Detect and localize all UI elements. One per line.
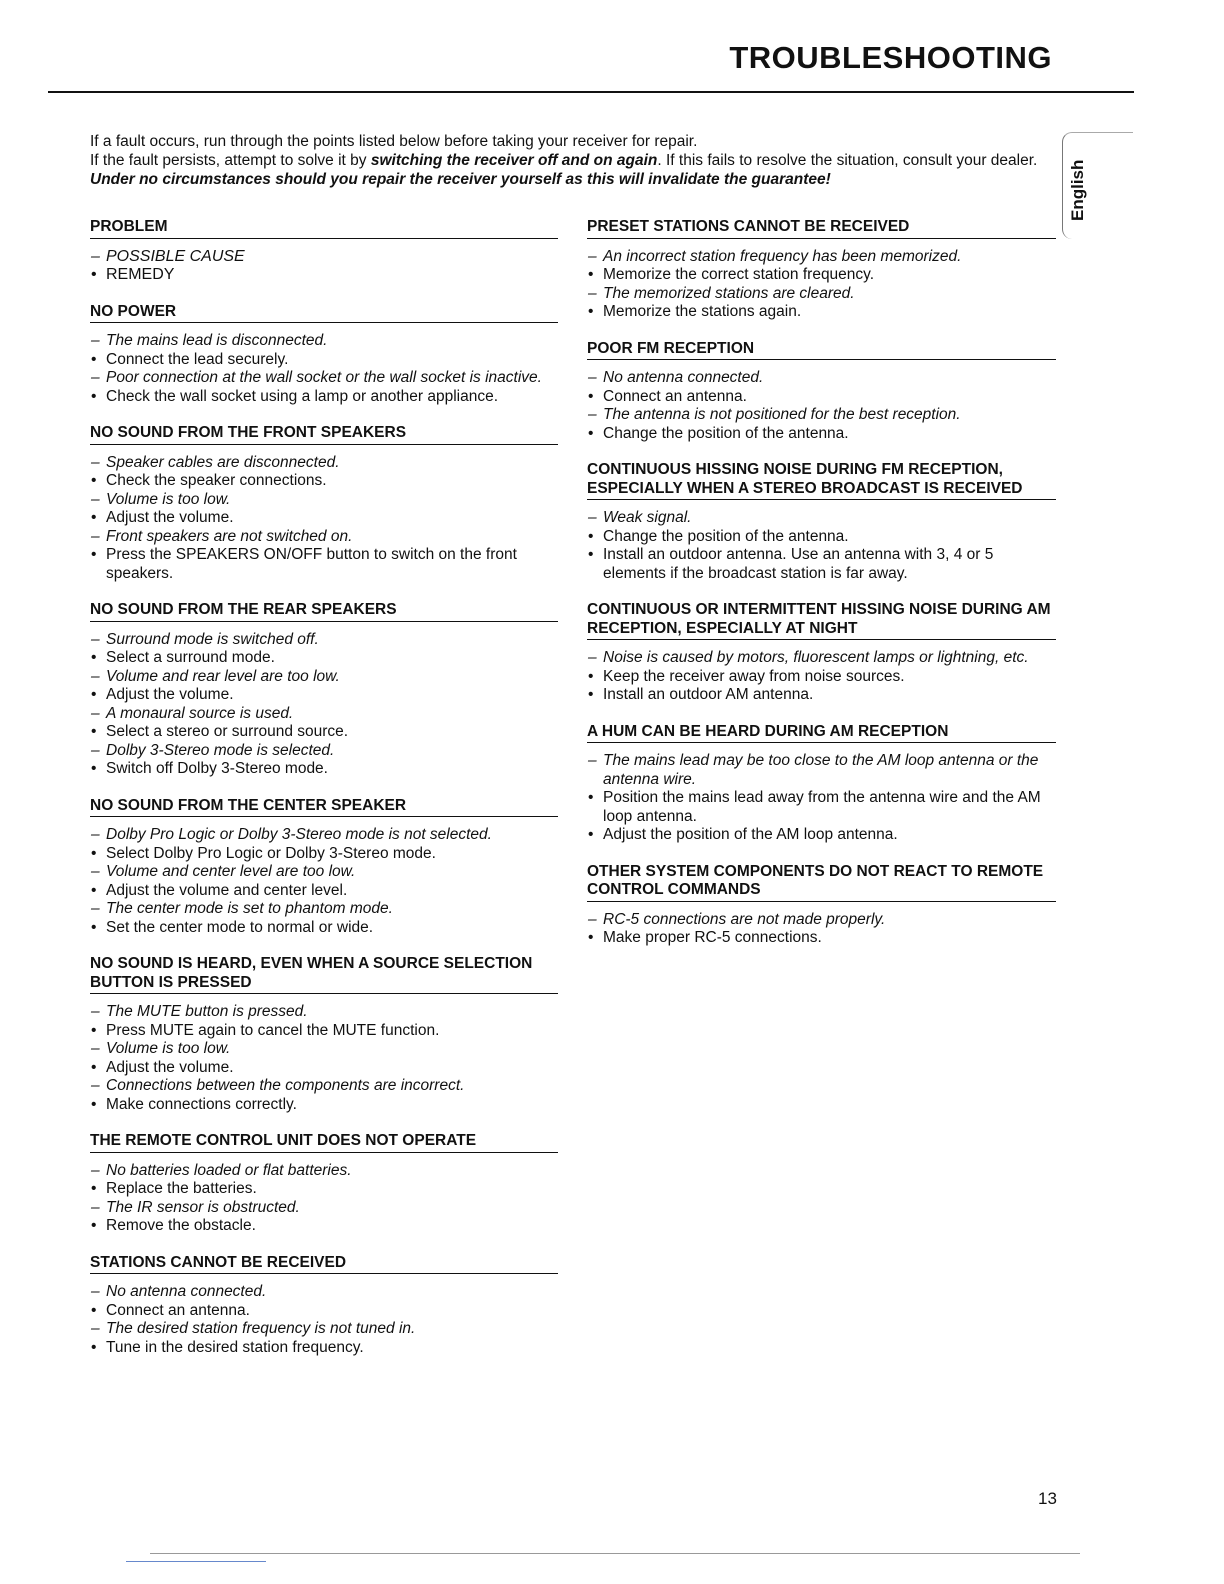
troubleshooting-section (90, 303, 558, 407)
intro-text-c: . If this fails to resolve the situation, consult your dealer. (657, 152, 1038, 169)
possible-cause (90, 826, 558, 845)
section-list (587, 752, 1056, 845)
remedy (587, 388, 1056, 407)
remedy (587, 425, 1056, 444)
dash-marker: – (91, 1003, 100, 1020)
section-heading: A HUM CAN BE HEARD DURING AM RECEPTION (587, 723, 1056, 744)
section-heading: THE REMOTE CONTROL UNIT DOES NOT OPERATE (90, 1132, 558, 1153)
remedy (90, 546, 558, 583)
bullet-marker: • (588, 424, 594, 442)
bullet-marker: • (588, 826, 594, 843)
item-text: Memorize the correct station frequency. (603, 266, 875, 283)
bullet-marker: • (91, 387, 97, 405)
item-text: An incorrect station frequency has been memorized. (603, 247, 962, 265)
right-sections-container (587, 218, 1056, 948)
bottom-divider-accent (126, 1561, 266, 1562)
dash-marker: – (91, 369, 100, 386)
dash-marker: – (91, 826, 100, 843)
item-text: The MUTE button is pressed. (106, 1003, 308, 1020)
bullet-marker: • (91, 918, 97, 936)
item-text: Front speakers are not switched on. (106, 527, 353, 545)
section-heading: OTHER SYSTEM COMPONENTS DO NOT REACT TO REMOTE CONTROL COMMANDS (587, 863, 1056, 902)
bullet-marker: • (91, 350, 97, 368)
remedy (587, 789, 1056, 826)
item-text: The memorized stations are cleared. (603, 284, 855, 302)
troubleshooting-section (587, 340, 1056, 444)
remedy (90, 1022, 558, 1041)
remedy (587, 686, 1056, 705)
remedy (587, 546, 1056, 583)
intro-text-a: If the fault persists, attempt to solve it by (90, 152, 371, 169)
legend-section (90, 218, 558, 285)
dash-marker: – (588, 284, 597, 302)
item-text: Install an outdoor AM antenna. (603, 686, 814, 703)
legend-list (90, 248, 558, 285)
dash-marker: – (588, 247, 597, 265)
dash-marker: – (91, 667, 100, 685)
item-text: Volume and center level are too low. (106, 863, 356, 880)
item-text: The antenna is not positioned for the best reception. (603, 406, 961, 423)
possible-cause (90, 454, 558, 473)
remedy (587, 826, 1056, 845)
dash-marker: – (588, 406, 597, 423)
item-text: Volume and rear level are too low. (106, 667, 340, 685)
remedy (587, 929, 1056, 948)
possible-cause (90, 1162, 558, 1181)
possible-cause (90, 1320, 558, 1339)
remedy (587, 528, 1056, 547)
bullet-marker: • (588, 546, 594, 563)
section-heading: STATIONS CANNOT BE RECEIVED (90, 1254, 558, 1275)
item-text: Press the SPEAKERS ON/OFF button to switch on the front speakers. (106, 546, 517, 582)
bullet-marker: • (588, 789, 594, 806)
left-sections-container (90, 303, 558, 1358)
remedy (90, 845, 558, 864)
intro-text (90, 132, 1055, 189)
section-heading: PRESET STATIONS CANNOT BE RECEIVED (587, 218, 1056, 239)
item-text: Change the position of the antenna. (603, 527, 849, 545)
possible-cause (90, 332, 558, 351)
possible-cause (90, 900, 558, 919)
remedy (90, 509, 558, 528)
item-text: Connect an antenna. (106, 1301, 250, 1319)
bullet-marker: • (91, 1217, 97, 1234)
troubleshooting-section (587, 601, 1056, 705)
section-heading: NO SOUND FROM THE FRONT SPEAKERS (90, 424, 558, 445)
possible-cause (90, 1040, 558, 1059)
dash-marker: – (91, 863, 100, 880)
intro-emphasis-warning: Under no circumstances should you repair the receiver yourself as this will invalidate the guarantee! (90, 171, 831, 188)
remedy (90, 472, 558, 491)
troubleshooting-section (90, 1132, 558, 1236)
section-list (90, 332, 558, 406)
right-column (587, 218, 1056, 966)
section-list (90, 631, 558, 779)
dash-marker: – (91, 704, 100, 722)
item-text: Adjust the position of the AM loop antenna. (603, 826, 898, 843)
dash-marker: – (91, 1161, 100, 1179)
remedy (90, 649, 558, 668)
item-text: Surround mode is switched off. (106, 630, 319, 648)
section-list (587, 509, 1056, 583)
section-list (587, 248, 1056, 322)
item-text: Keep the receiver away from noise sources. (603, 667, 905, 685)
item-text: Change the position of the antenna. (603, 424, 849, 442)
bullet-marker: • (91, 844, 97, 862)
remedy (90, 1096, 558, 1115)
item-text: Connections between the components are incorrect. (106, 1077, 465, 1094)
bullet-marker: • (588, 527, 594, 545)
possible-cause (587, 285, 1056, 304)
item-text: Weak signal. (603, 509, 692, 526)
possible-cause (587, 509, 1056, 528)
remedy (90, 1180, 558, 1199)
item-text: The IR sensor is obstructed. (106, 1198, 300, 1216)
possible-cause (90, 1283, 558, 1302)
item-text: Poor connection at the wall socket or the wall socket is inactive. (106, 369, 542, 386)
possible-cause (587, 248, 1056, 267)
item-text: The mains lead is disconnected. (106, 332, 328, 349)
item-text: Select a stereo or surround source. (106, 723, 349, 740)
possible-cause (90, 668, 558, 687)
item-text: Volume is too low. (106, 1040, 231, 1057)
language-tab-label: English (1068, 159, 1087, 221)
item-text: The desired station frequency is not tuned in. (106, 1320, 416, 1337)
remedy (90, 1059, 558, 1078)
section-heading: NO SOUND IS HEARD, EVEN WHEN A SOURCE SELECTION BUTTON IS PRESSED (90, 955, 558, 994)
bullet-marker: • (588, 929, 594, 946)
possible-cause (90, 528, 558, 547)
bullet-marker: • (91, 266, 97, 283)
item-text: The center mode is set to phantom mode. (106, 900, 393, 917)
possible-cause (90, 631, 558, 650)
intro-emphasis-restart: switching the receiver off and on again (370, 152, 658, 169)
dash-marker: – (91, 1077, 100, 1094)
item-text: Switch off Dolby 3-Stereo mode. (106, 760, 328, 777)
bullet-marker: • (91, 1338, 97, 1356)
bullet-marker: • (588, 303, 594, 320)
page-title: TROUBLESHOOTING (729, 40, 1052, 75)
item-text: Speaker cables are disconnected. (106, 453, 340, 471)
dash-marker: – (588, 910, 597, 928)
item-text: Connect the lead securely. (106, 350, 289, 368)
remedy (90, 1302, 558, 1321)
legend-cause (90, 248, 558, 267)
item-text: Noise is caused by motors, fluorescent lamps or lightning, etc. (603, 649, 1029, 666)
section-list (90, 826, 558, 937)
item-text: Dolby Pro Logic or Dolby 3-Stereo mode is not selected. (106, 826, 492, 843)
item-text: Adjust the volume and center level. (106, 881, 348, 899)
dash-marker: – (91, 900, 100, 917)
possible-cause (90, 369, 558, 388)
dash-marker: – (588, 752, 597, 769)
remedy (587, 668, 1056, 687)
remedy (90, 686, 558, 705)
item-text: Dolby 3-Stereo mode is selected. (106, 741, 335, 759)
dash-marker: – (91, 527, 100, 545)
bullet-marker: • (91, 1301, 97, 1319)
remedy (90, 388, 558, 407)
item-text: Position the mains lead away from the antenna wire and the AM loop antenna. (603, 789, 1041, 825)
item-text: No batteries loaded or flat batteries. (106, 1161, 352, 1179)
item-text: Tune in the desired station frequency. (106, 1338, 364, 1356)
bullet-marker: • (91, 649, 97, 666)
item-text: No antenna connected. (603, 369, 764, 386)
section-heading: NO POWER (90, 303, 558, 324)
troubleshooting-section (90, 424, 558, 583)
remedy (90, 1217, 558, 1236)
possible-cause (587, 649, 1056, 668)
bullet-marker: • (588, 266, 594, 283)
possible-cause (90, 1003, 558, 1022)
section-list (90, 1162, 558, 1236)
remedy (90, 1339, 558, 1358)
item-text: Replace the batteries. (106, 1180, 257, 1197)
troubleshooting-section (587, 723, 1056, 845)
section-list (587, 649, 1056, 705)
possible-cause (587, 406, 1056, 425)
item-text: Adjust the volume. (106, 509, 234, 526)
item-text: A monaural source is used. (106, 704, 294, 722)
left-column (90, 218, 558, 1375)
dash-marker: – (91, 453, 100, 471)
dash-marker: – (91, 490, 100, 508)
bullet-marker: • (588, 667, 594, 685)
section-heading: CONTINUOUS OR INTERMITTENT HISSING NOISE DURING AM RECEPTION, ESPECIALLY AT NIGHT (587, 601, 1056, 640)
bullet-marker: • (91, 546, 97, 563)
dash-marker: – (91, 332, 100, 349)
section-heading: NO SOUND FROM THE CENTER SPEAKER (90, 797, 558, 818)
section-list (90, 1003, 558, 1114)
dash-marker: – (91, 741, 100, 759)
legend-cause-text: POSSIBLE CAUSE (106, 247, 245, 265)
bullet-marker: • (91, 881, 97, 899)
bullet-marker: • (91, 760, 97, 777)
bullet-marker: • (588, 686, 594, 703)
dash-marker: – (91, 1198, 100, 1216)
legend-remedy-text: REMEDY (106, 266, 175, 283)
possible-cause (90, 705, 558, 724)
possible-cause (90, 863, 558, 882)
dash-marker: – (91, 630, 100, 648)
possible-cause (90, 1199, 558, 1218)
remedy (90, 351, 558, 370)
item-text: Select Dolby Pro Logic or Dolby 3-Stereo mode. (106, 844, 436, 862)
troubleshooting-section (587, 461, 1056, 583)
bullet-marker: • (91, 1021, 97, 1039)
item-text: Remove the obstacle. (106, 1217, 256, 1234)
troubleshooting-section (90, 1254, 558, 1358)
item-text: RC-5 connections are not made properly. (603, 910, 886, 928)
dash-marker: – (91, 1320, 100, 1337)
remedy (90, 882, 558, 901)
bullet-marker: • (91, 686, 97, 703)
possible-cause (587, 911, 1056, 930)
section-list (90, 454, 558, 584)
legend-heading: PROBLEM (90, 218, 558, 239)
troubleshooting-section (587, 218, 1056, 322)
item-text: Check the wall socket using a lamp or another appliance. (106, 387, 499, 405)
dash-marker: – (91, 247, 100, 265)
section-list (587, 911, 1056, 948)
remedy (90, 919, 558, 938)
possible-cause (587, 369, 1056, 388)
remedy (587, 303, 1056, 322)
troubleshooting-section (587, 863, 1056, 948)
item-text: No antenna connected. (106, 1283, 267, 1300)
troubleshooting-section (90, 601, 558, 779)
item-text: Adjust the volume. (106, 686, 234, 703)
item-text: Volume is too low. (106, 490, 231, 508)
item-text: Set the center mode to normal or wide. (106, 918, 374, 936)
section-heading: CONTINUOUS HISSING NOISE DURING FM RECEPTION, ESPECIALLY WHEN A STEREO BROADCAST IS RECEIVED (587, 461, 1056, 500)
bullet-marker: • (91, 509, 97, 526)
bullet-marker: • (91, 1180, 97, 1197)
intro-line-1: If a fault occurs, run through the points listed below before taking your receiver for repair. (90, 133, 698, 150)
item-text: Make proper RC-5 connections. (603, 929, 822, 946)
page-number: 13 (1038, 1489, 1057, 1508)
item-text: Make connections correctly. (106, 1095, 297, 1113)
possible-cause (90, 491, 558, 510)
troubleshooting-section (90, 955, 558, 1114)
possible-cause (90, 1077, 558, 1096)
section-list (90, 1283, 558, 1357)
dash-marker: – (588, 649, 597, 666)
item-text: Memorize the stations again. (603, 303, 802, 320)
remedy (90, 723, 558, 742)
bottom-divider (150, 1553, 1080, 1554)
dash-marker: – (588, 369, 597, 386)
item-text: Adjust the volume. (106, 1058, 234, 1076)
possible-cause (587, 752, 1056, 789)
troubleshooting-section (90, 797, 558, 938)
dash-marker: – (588, 509, 597, 526)
section-list (587, 369, 1056, 443)
item-text: The mains lead may be too close to the AM loop antenna or the antenna wire. (603, 752, 1039, 788)
dash-marker: – (91, 1040, 100, 1057)
item-text: Check the speaker connections. (106, 472, 327, 489)
bullet-marker: • (91, 723, 97, 740)
item-text: Connect an antenna. (603, 387, 747, 405)
remedy (90, 760, 558, 779)
dash-marker: – (91, 1283, 100, 1300)
remedy (587, 266, 1056, 285)
intro-line-2 (90, 151, 1055, 189)
bullet-marker: • (91, 1058, 97, 1076)
section-heading: POOR FM RECEPTION (587, 340, 1056, 361)
legend-remedy (90, 266, 558, 285)
section-heading: NO SOUND FROM THE REAR SPEAKERS (90, 601, 558, 622)
item-text: Select a surround mode. (106, 649, 275, 666)
title-divider (48, 91, 1134, 93)
possible-cause (90, 742, 558, 761)
bullet-marker: • (588, 387, 594, 405)
item-text: Press MUTE again to cancel the MUTE function. (106, 1021, 440, 1039)
item-text: Install an outdoor antenna. Use an antenna with 3, 4 or 5 elements if the broadcast station is far away. (603, 546, 994, 582)
bullet-marker: • (91, 1095, 97, 1113)
bullet-marker: • (91, 472, 97, 489)
